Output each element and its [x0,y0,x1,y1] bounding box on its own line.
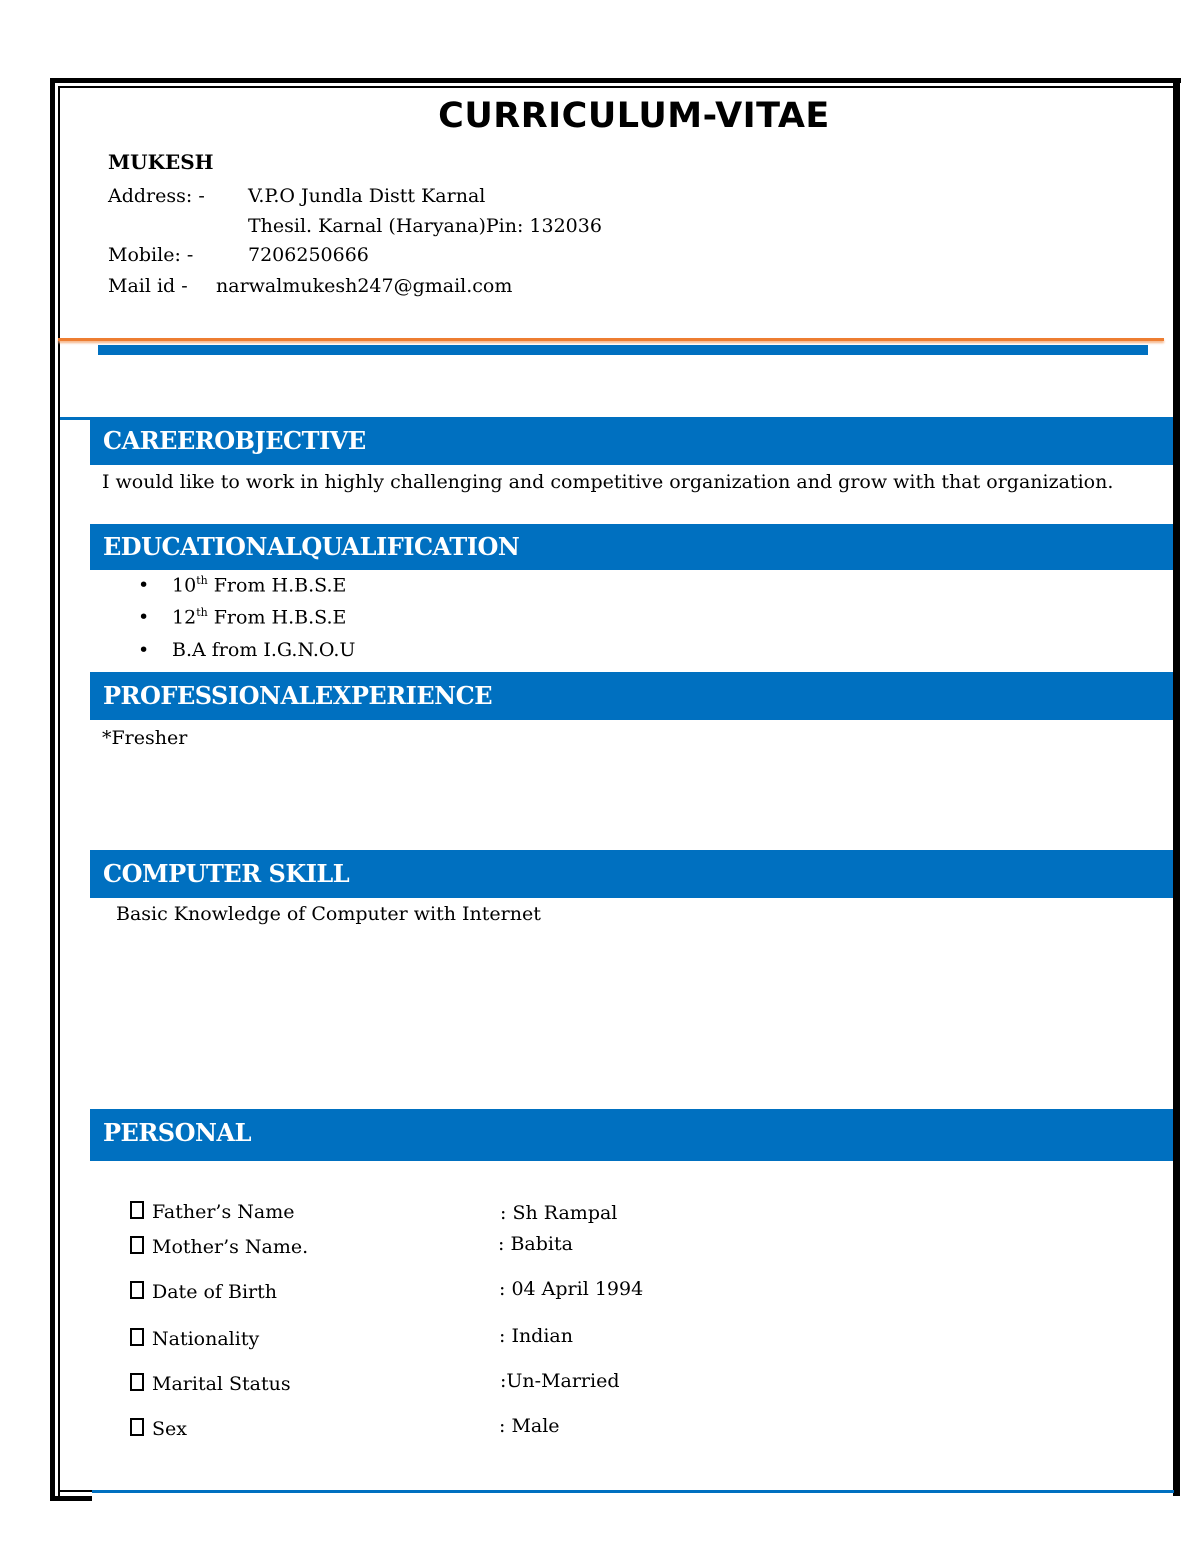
section-heading-computer-skill: COMPUTER SKILL [90,850,1173,898]
computer-skill-text: Basic Knowledge of Computer with Internet [116,903,541,925]
personal-row-value: : 04 April 1994 [499,1278,644,1300]
personal-row-label: Father’s Name [130,1201,294,1223]
blue-divider-band [98,345,1148,355]
personal-row-value: : Babita [498,1233,573,1255]
education-item: • B.A from I.G.N.O.U [138,639,356,661]
checkbox-icon [130,1236,144,1254]
personal-row-label: Date of Birth [130,1281,277,1303]
address-line-2: Thesil. Karnal (Haryana)Pin: 132036 [248,215,602,237]
personal-row-value: : Male [499,1415,560,1437]
address-label: Address: - [108,185,205,207]
personal-row-label: Marital Status [130,1373,291,1395]
personal-row-value: : Indian [499,1325,573,1347]
page-border-top [50,78,1181,83]
page-border-bottom [50,1496,92,1501]
page-border-bottom-inner [58,1490,92,1492]
page-border-left-inner [58,86,60,1496]
mail-address: narwalmukesh247@gmail.com [216,275,513,297]
section-heading-experience: PROFESSIONALEXPERIENCE [90,672,1173,720]
page-border-right [1173,78,1180,1496]
page-border-left [50,78,55,1501]
checkbox-icon [130,1373,144,1391]
personal-row-label: Sex [130,1418,187,1440]
personal-row-value: : Sh Rampal [500,1202,618,1224]
address-line-1: V.P.O Jundla Distt Karnal [248,185,486,207]
mobile-label: Mobile: - [108,244,194,266]
section-heading-career-objective: CAREEROBJECTIVE [90,417,1173,465]
education-item: • 12th From H.B.S.E [138,606,347,629]
blue-accent-line [60,417,92,420]
section-heading-personal: PERSONAL [90,1109,1173,1161]
mobile-number: 7206250666 [248,244,369,266]
page-border-top-inner [58,86,1176,88]
checkbox-icon [130,1281,144,1299]
document-title: CURRICULUM-VITAE [438,96,830,136]
checkbox-icon [130,1418,144,1436]
mail-label: Mail id - [108,275,188,297]
bottom-blue-rule [92,1490,1174,1493]
career-objective-text: I would like to work in highly challenging and competitive organization and grow with that organization. [102,471,1114,493]
orange-divider [58,338,1164,341]
candidate-name: MUKESH [108,150,214,174]
education-item: • 10th From H.B.S.E [138,574,347,597]
personal-row-value: :Un-Married [500,1370,620,1392]
experience-text: *Fresher [102,727,188,749]
checkbox-icon [130,1201,144,1219]
checkbox-icon [130,1328,144,1346]
personal-row-label: Mother’s Name. [130,1236,308,1258]
section-heading-education: EDUCATIONALQUALIFICATION [90,524,1173,570]
personal-row-label: Nationality [130,1328,259,1350]
